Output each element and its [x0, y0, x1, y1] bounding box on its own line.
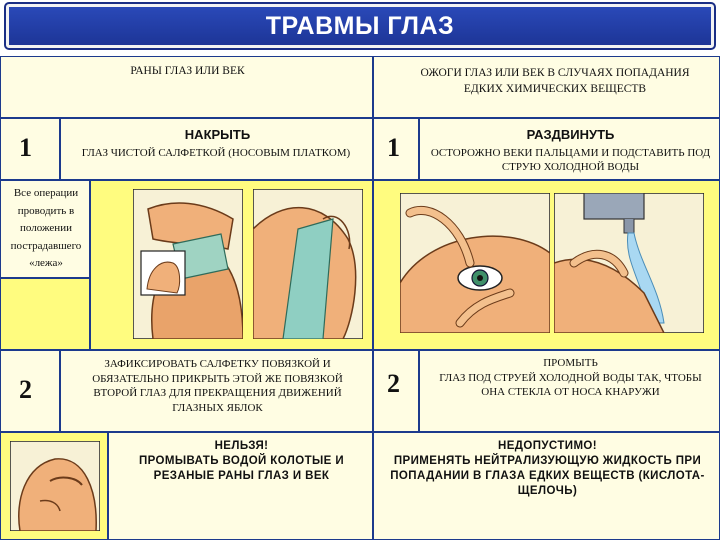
right-step1-text: ОСТОРОЖНО ВЕКИ ПАЛЬЦАМИ И ПОДСТАВИТЬ ПОД СТРУЮ ХОЛОДНОЙ ВОДЫ [430, 147, 711, 173]
right-step1-heading: РАЗДВИНУТЬ [526, 127, 615, 142]
bandage-illustration [253, 189, 363, 339]
right-step2-number: 2 [387, 369, 400, 398]
left-header-cell [0, 56, 373, 118]
left-warning-text: ПРОМЫВАТЬ ВОДОЙ КОЛОТЫЕ И РЕЗАНЫЕ РАНЫ ГЛАЗ И ВЕК [138, 455, 345, 482]
left-step2-number: 2 [19, 375, 32, 404]
right-step1-text-cell [419, 118, 720, 180]
left-header: РАНЫ ГЛАЗ ИЛИ ВЕК [130, 65, 245, 77]
left-step1-heading: НАКРЫТЬ [184, 127, 251, 142]
left-step2-text-cell [60, 350, 373, 432]
left-step1-text-cell [60, 118, 373, 180]
side-note: Все операции проводить в положении пострадавшего «лежа» [10, 187, 82, 269]
right-step2-text: ГЛАЗ ПОД СТРУЕЙ ХОЛОДНОЙ ВОДЫ ТАК, ЧТОБЫ ОНА СТЕКЛА ОТ НОСА КНАРУЖИ [439, 372, 702, 398]
left-step1-text: ГЛАЗ ЧИСТОЙ САЛФЕТКОЙ (НОСОВЫМ ПЛАТКОМ) [81, 147, 351, 159]
open-eyelids-illustration [400, 193, 550, 333]
page-title: ТРАВМЫ ГЛАЗ [265, 11, 455, 40]
side-note-cell [0, 180, 90, 278]
right-step2-number-cell [373, 350, 419, 432]
right-illustration-main [373, 180, 720, 350]
left-illustration-main [90, 180, 373, 350]
right-step1-number-cell [373, 118, 419, 180]
right-warning-cell [373, 432, 720, 540]
left-warning-cell [108, 432, 373, 540]
left-step1-number-cell [0, 118, 60, 180]
left-warning-illustration-cell [0, 432, 108, 540]
cover-eye-illustration [133, 189, 243, 339]
right-step1-number: 1 [387, 133, 400, 162]
right-header: ОЖОГИ ГЛАЗ ИЛИ ВЕК В СЛУЧАЯХ ПОПАДАНИЯ ЕДКИХ ХИМИЧЕСКИХ ВЕЩЕСТВ [420, 67, 690, 95]
right-warning-heading: НЕДОПУСТИМО! [498, 440, 597, 452]
left-step1-number: 1 [19, 133, 32, 162]
rinse-eye-illustration [554, 193, 704, 333]
right-header-cell [373, 56, 720, 118]
right-warning-text: ПРИМЕНЯТЬ НЕЙТРАЛИЗУЮЩУЮ ЖИДКОСТЬ ПРИ ПОПАДАНИИ В ГЛАЗА ЕДКИХ ВЕЩЕСТВ (КИСЛОТА-ЩЕЛОЧЬ) [390, 455, 705, 497]
right-step2-text-cell [419, 350, 720, 432]
right-step2-heading: ПРОМЫТЬ [543, 357, 598, 369]
left-warning-heading: НЕЛЬЗЯ! [214, 440, 269, 452]
bandaged-head-illustration [10, 441, 100, 531]
left-step2-text: ЗАФИКСИРОВАТЬ САЛФЕТКУ ПОВЯЗКОЙ И ОБЯЗАТЕЛЬНО ПРИКРЫТЬ ЭТОЙ ЖЕ ПОВЯЗКОЙ ВТОРОЙ ГЛАЗ ДЛЯ ПРЕКРАЩЕНИЯ ДВИЖЕНИЙ ГЛАЗНЫХ ЯБЛОК [92, 358, 343, 414]
left-step2-number-cell [0, 350, 60, 432]
left-illustration-panel [0, 278, 90, 350]
title-bar [6, 4, 714, 48]
